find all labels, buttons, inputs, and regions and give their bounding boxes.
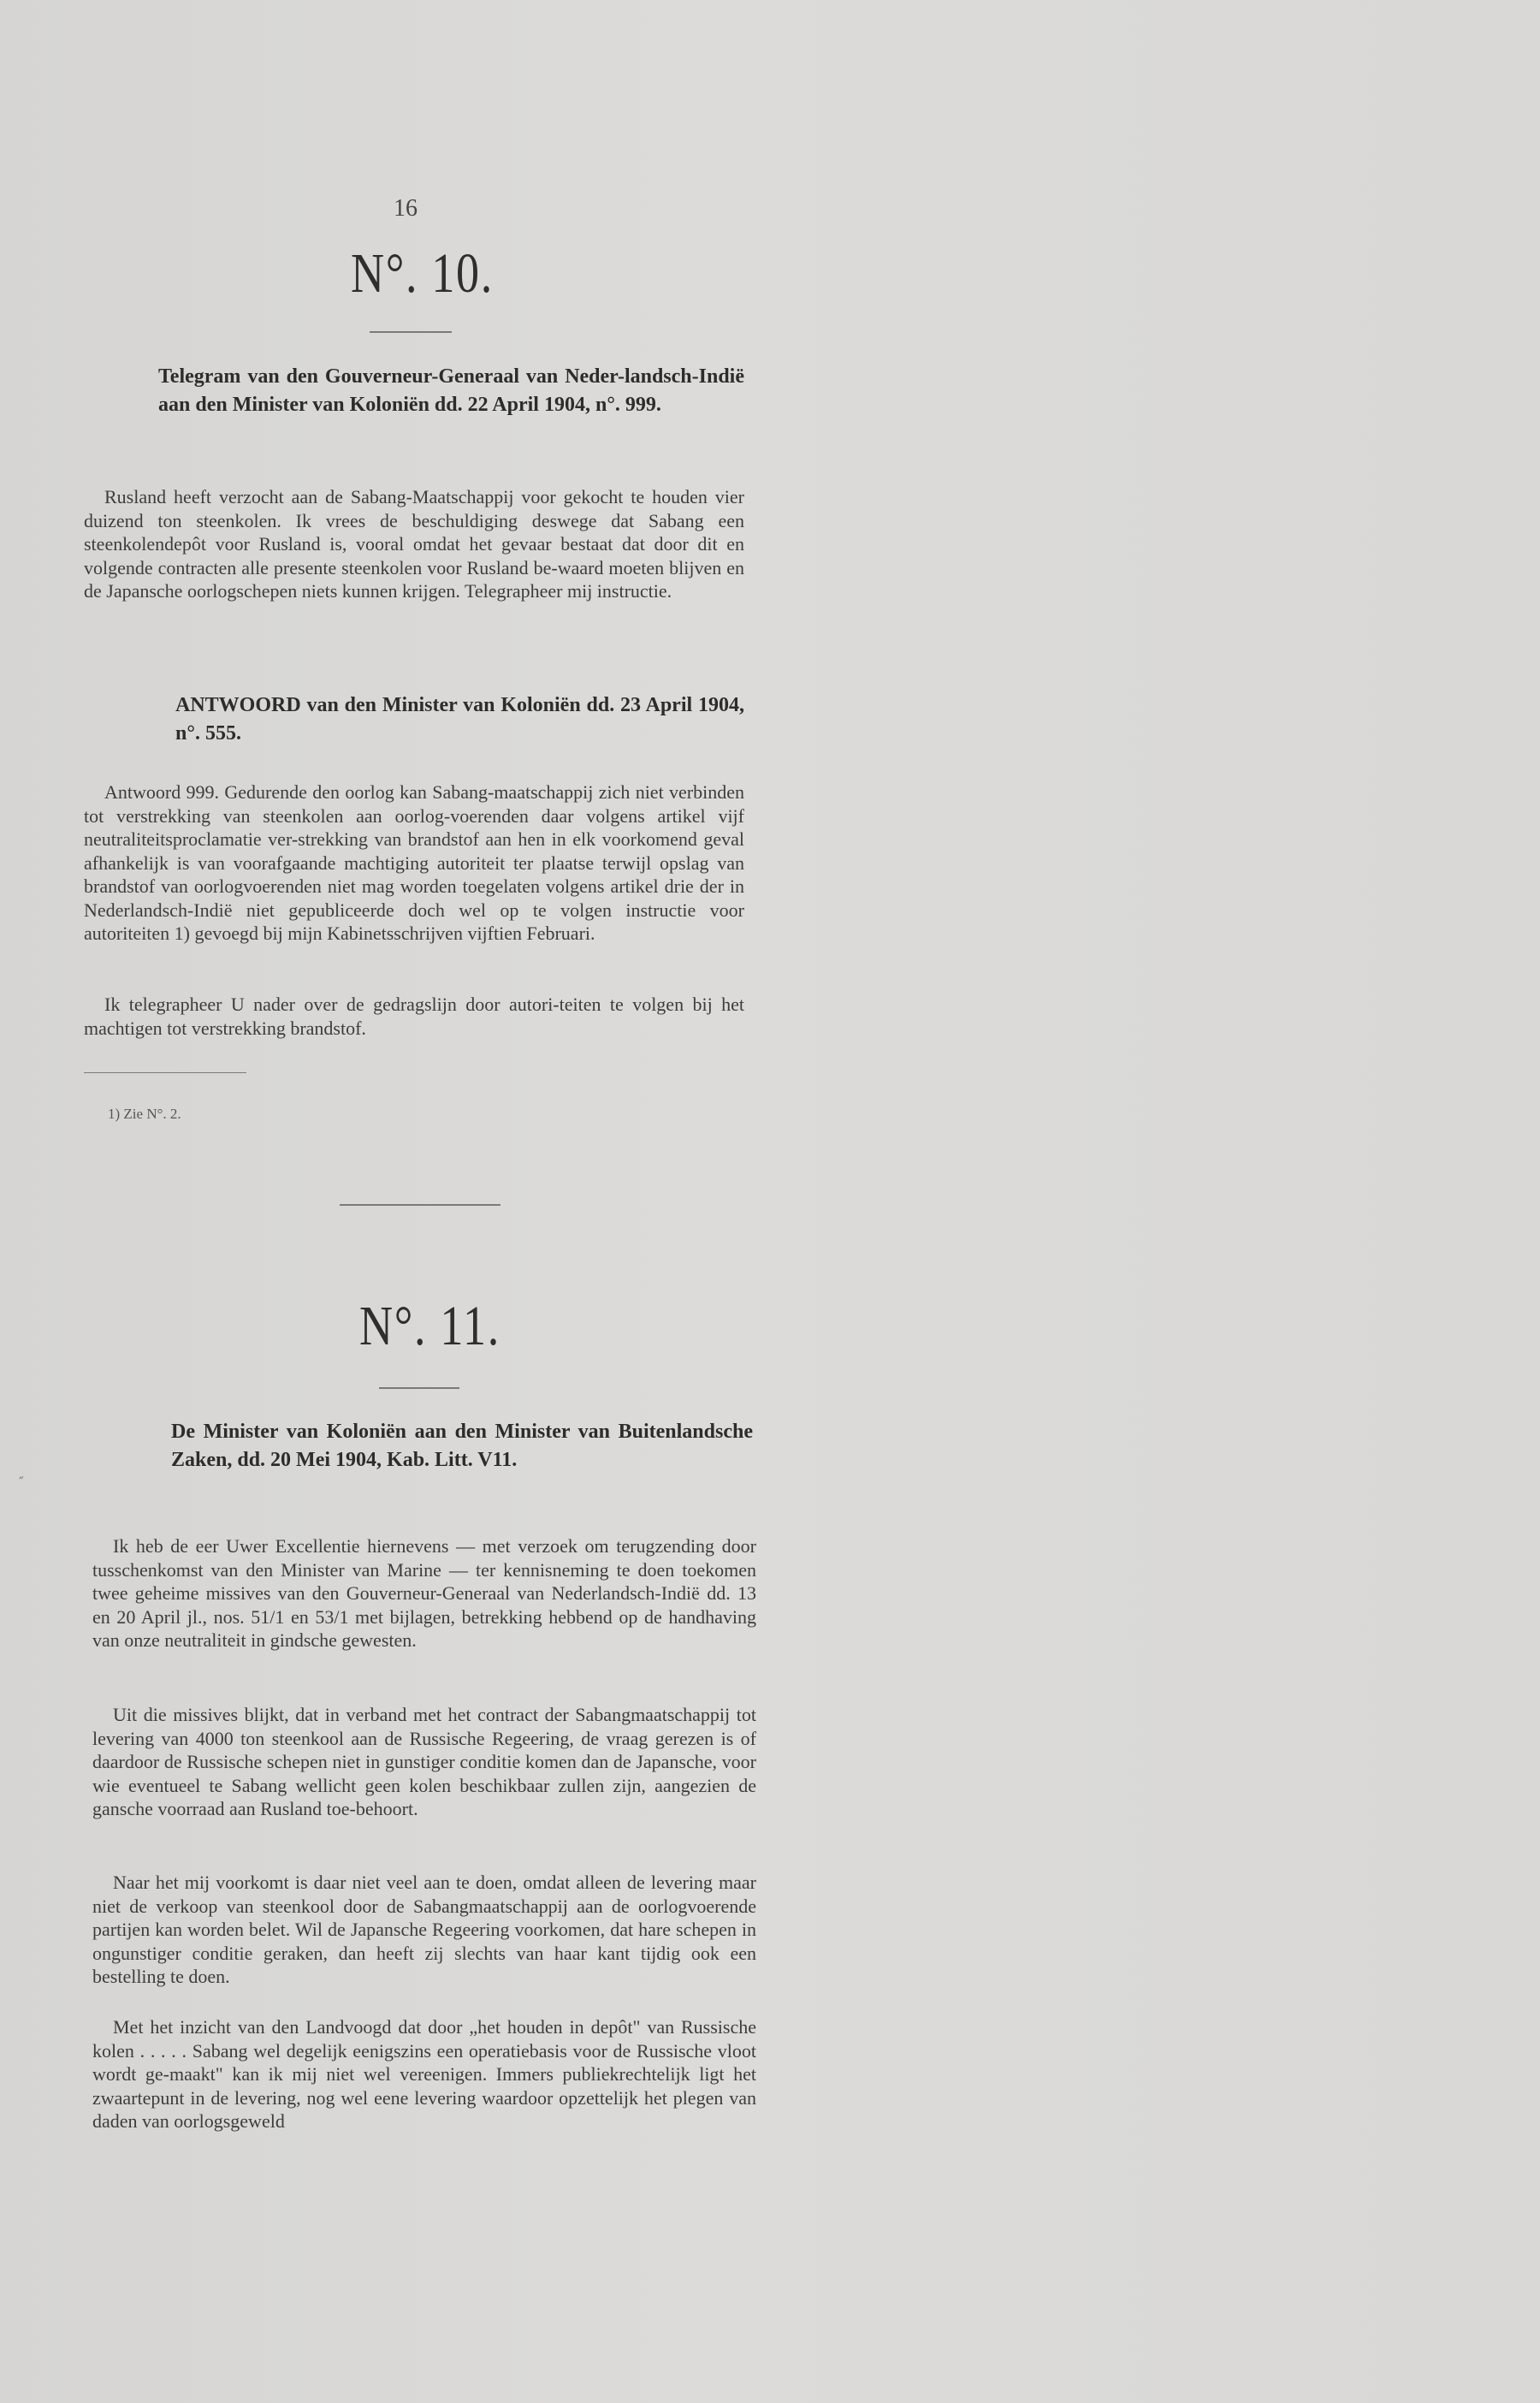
letter-paragraph-3: Naar het mij voorkomt is daar niet veel aan te doen, omdat alleen de levering maar niet de verkoop van steenkool door de Sabangmaatschappij aan de oorlogvoerende partijen kan worden belet. Wil de Japansche Regeering voorkomen, dat hare schepen in ongunstiger conditie geraken, dan heeft zij slechts van haar kant tijdig ook een bestelling te doen. bbox=[92, 1872, 756, 1987]
footnote-rule bbox=[84, 1072, 246, 1073]
footnote: 1) Zie N°. 2. bbox=[108, 1106, 181, 1122]
letter-paragraph-1: Ik heb de eer Uwer Excellentie hiernevens — met verzoek om terugzending door tusschenkomst van den Minister van Marine — ter kennisneming te doen toekomen twee geheime missives van den Gouverneur-Generaal van Nederlandsch-Indië dd. 13 en 20 April jl., nos. 51/1 en 53/1 met bijlagen, betrekking hebbend op de handhaving van onze neutraliteit in gindsche gewesten. bbox=[92, 1535, 756, 1651]
telegram-heading: Telegram van den Gouverneur-Generaal van Neder-landsch-Indië aan den Minister van Koloniën dd. 22 April 1904, n°. 999. bbox=[158, 365, 744, 416]
letter-heading: De Minister van Koloniën aan den Minister van Buitenlandsche Zaken, dd. 20 Mei 1904, Kab. Litt. V11. bbox=[171, 1421, 753, 1471]
reply-heading: ANTWOORD van den Minister van Koloniën dd. 23 April 1904, n°. 555. bbox=[175, 694, 744, 745]
letter-paragraph-4: Met het inzicht van den Landvoogd dat door „het houden in depôt" van Russische kolen . . . . . Sabang wel degelijk eenigszins een operatiebasis voor de Russische vloot wordt ge-maakt" kan ik mij niet wel vereenigen. Immers publiekrechtelijk ligt het zwaartepunt in de levering, nog wel eene levering waardoor opzettelijk het plegen van daden van oorlogsgeweld bbox=[92, 2016, 756, 2132]
document-number-11: N°. 11. bbox=[359, 1295, 500, 1357]
reply-paragraph-2: Ik telegrapheer U nader over de gedragslijn door autori-teiten te volgen bij het machtigen tot verstrekking brandstof. bbox=[84, 994, 744, 1039]
title-rule-2 bbox=[379, 1387, 459, 1389]
reply-paragraph-1: Antwoord 999. Gedurende den oorlog kan Sabang-maatschappij zich niet verbinden tot verstrekking van steenkolen aan oorlog-voerenden daar volgens artikel vijf neutraliteitsproclamatie ver-strekking van brandstof aan hen in elk voorkomend geval afhankelijk is van voorafgaande machtiging autoriteit ter plaatse terwijl opslag van brandstof van oorlogvoerenden niet mag worden toegelaten volgens artikel drie der in Nederlandsch-Indië niet gepubliceerde doch wel op te volgen instructie voor autoriteiten 1) gevoegd bij mijn Kabinetsschrijven vijftien Februari. bbox=[84, 781, 744, 944]
margin-mark: ″ bbox=[19, 1474, 24, 1490]
telegram-body: Rusland heeft verzocht aan de Sabang-Maatschappij voor gekocht te houden vier duizend ton steenkolen. Ik vrees de beschuldiging deswege dat Sabang een steenkolendepôt voor Rusland is, vooral omdat het gevaar bestaat dat door dit en volgende contracten alle presente steenkolen voor Rusland be-waard moeten blijven en de Japansche oorlogschepen niets kunnen krijgen. Telegrapheer mij instructie. bbox=[84, 486, 744, 602]
title-rule bbox=[370, 331, 452, 333]
page-number: 16 bbox=[394, 195, 418, 222]
section-divider bbox=[340, 1204, 500, 1206]
letter-paragraph-2: Uit die missives blijkt, dat in verband met het contract der Sabangmaatschappij tot levering van 4000 ton steenkool aan de Russische Regeering, de vraag gerezen is of daardoor de Russische schepen niet in gunstiger conditie komen dan de Japansche, voor wie eventueel te Sabang wellicht geen kolen beschikbaar zullen zijn, aangezien de gansche voorraad aan Rusland toe-behoort. bbox=[92, 1704, 756, 1819]
document-number-10: N°. 10. bbox=[351, 242, 494, 305]
